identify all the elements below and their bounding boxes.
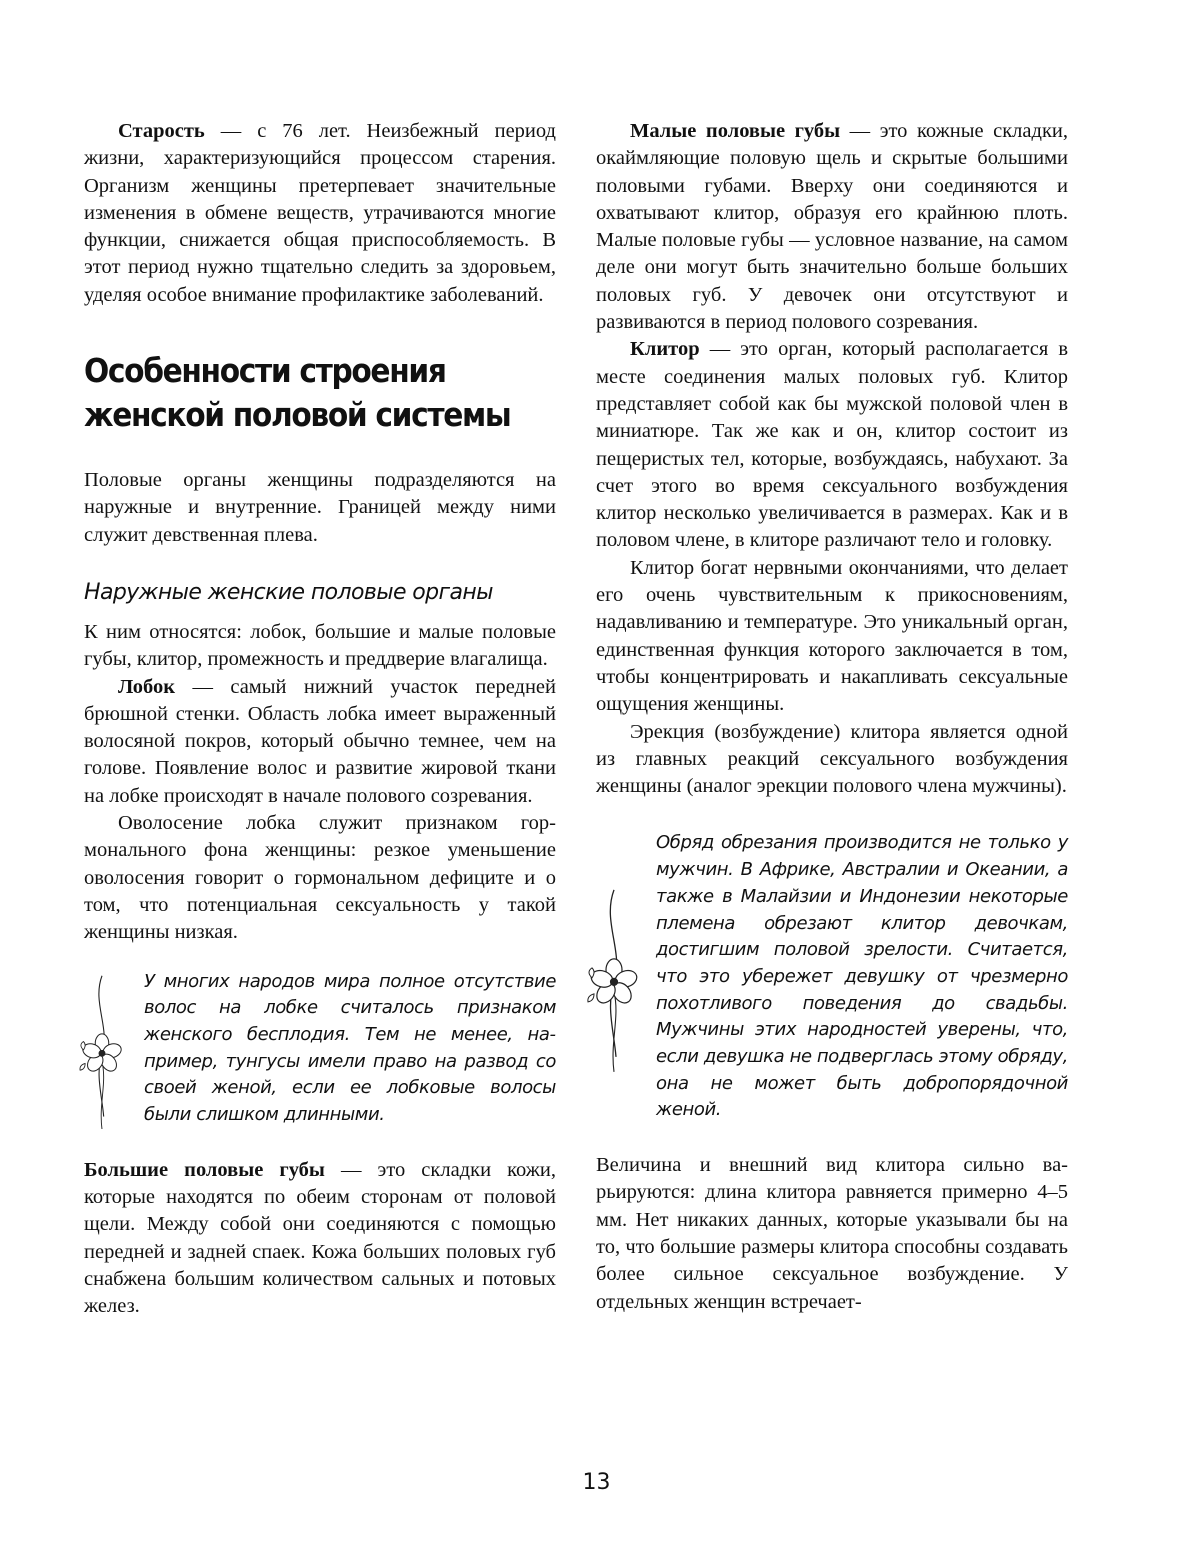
term-klitor: Клитор	[630, 338, 700, 361]
term-starost: Старость	[118, 120, 205, 142]
term-bolshie-guby: Большие половые губы	[84, 1158, 325, 1181]
sidebar-text-left: У многих народов мира полное отсутствие волос на лобке считалось признаком женского бесплодия. Тем не менее, например, тунгусы имели право на развод со своей женой, если ее лобковые волосы были слишком длинными.	[144, 970, 556, 1126]
section-heading: Особенности строения женской половой системы	[84, 351, 511, 435]
flower-ornament-icon	[584, 830, 644, 1124]
paragraph-erection: Эрекция (возбуждение) клитора является одной из главных реакций сексуального возбуждения женщины (аналог эрекции полового члена мужчины).	[596, 720, 1068, 798]
paragraph-starost: Старость — с 76 лет. Неизбежный период жизни, характеризующийся процессом старения. Организм женщины претерпевает значительные изменения в обмене веществ, утрачиваются многие функции, снижается общая приспособляемость. В этот период нужно тщательно следить за здоровьем, уделяя особое внимание профилактике заболеваний.	[84, 120, 556, 306]
paragraph-size: Величина и внешний вид клитора сильно варьируются: длина клитора равняется примерно 4–5 мм. Нет никаких данных, которые указывали бы на то, что большие размеры клитора способны создавать более сильное сексуальное возбуждение. У отдельных женщин встречает-	[596, 1154, 1068, 1313]
left-column	[84, 118, 556, 1321]
paragraph-malye-guby: Малые половые губы — это кожные складки, окаймляющие половую щель и скрытые большими половыми губами. Вверху они соединяются и охватывают клитор, образуя его крайнюю плоть. Малые половые губы — условное название, на самом деле они могут быть значительно больше больших половых губ. У девочек они отсутствуют и развиваются в период полового созревания.	[596, 120, 1068, 334]
page-number: 13	[582, 1470, 611, 1495]
flower-ornament-icon	[72, 969, 132, 1129]
paragraph-nerves: Клитор богат нервными окончаниями, что делает его очень чувствительным к прикосновениям, надавливанию и температуре. Это уникальный орган, единственная функция которого заключается в том, чтобы концентрировать и накапливать сексуальные ощущения женщины.	[596, 556, 1068, 716]
sidebar-text-right: Обряд обрезания производится не только у мужчин. В Африке, Австралии и Океании, а также в Малайзии и Индонезии некоторые племена обрезают клитор девочкам, достигшим половой зрелости. Считается, что это убережет девушку от чрезмерно похотливого поведения до свадьбы. Мужчины этих народностей уверены, что, если девушка не подверглась этому обряду, она не может быть добропорядочной женой.	[656, 832, 1069, 1121]
term-lobok: Лобок	[118, 675, 176, 698]
paragraph-list: К ним относятся: лобок, большие и малые половые губы, клитор, промежность и преддверие влагалища.	[84, 620, 556, 671]
sidebar-note-left	[84, 969, 556, 1129]
right-column	[596, 118, 1068, 1316]
paragraph-bolshie-guby: Большие половые губы — это складки кожи, которые находятся по обеим сторонам от половой щели. Между собой они соединяются с помощью передней и задней спаек. Кожа больших половых губ снабжена большим количеством сальных и потовых желез.	[84, 1158, 557, 1318]
paragraph-lobok: Лобок — самый нижний участок передней брюшной стенки. Область лобка имеет выраженный волосяной покров, который обычно темнее, чем на голове. Появление волос и развитие жировой ткани на лобке происходят в начале полового созревания.	[84, 675, 556, 807]
paragraph-klitor: Клитор — это орган, который располагается в месте соединения малых половых губ. Клитор представляет собой как бы мужской половой член в миниатюре. Так же как и он, клитор состоит из пещеристых тел, которые, возбуждаясь, набухают. За счет этого во время сексуального возбуждения клитор несколько увеличивается в размерах. Как и в половом члене, в клиторе различают тело и головку.	[596, 338, 1068, 552]
paragraph-intro: Половые органы женщины подразделяются на наружные и внутренние. Границей между ними служит девственная плева.	[84, 469, 556, 546]
term-malye-guby: Малые половые губы	[630, 120, 841, 142]
paragraph-ovolosenie: Оволосение лобка служит признаком гормонального фона женщины: резкое уменьшение оволосения говорит о гормональном дефиците и о том, что потенциальная сексуальность у такой женщины низкая.	[84, 812, 556, 944]
subsection-heading: Наружные женские половые органы	[84, 579, 493, 605]
sidebar-note-right	[596, 830, 1068, 1124]
